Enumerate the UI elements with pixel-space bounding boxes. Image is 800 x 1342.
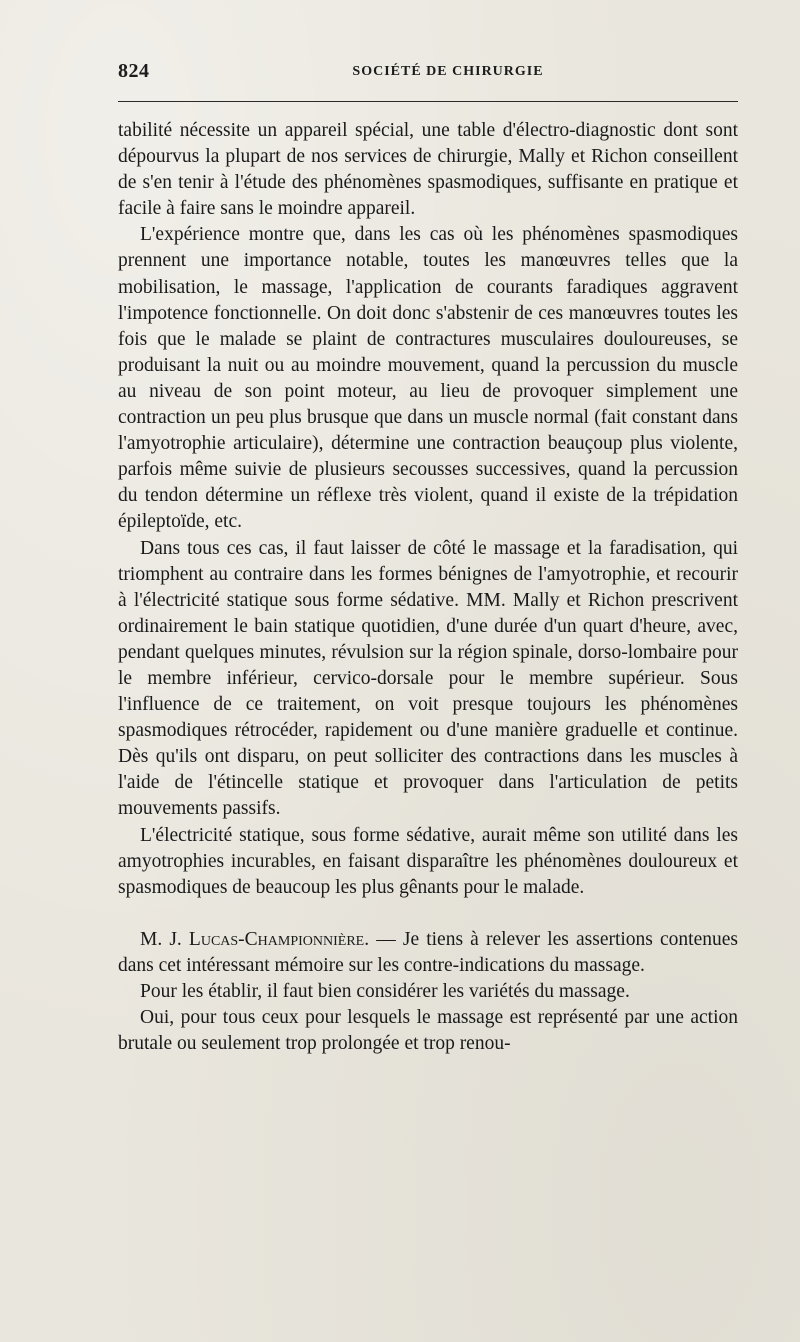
header-rule bbox=[118, 101, 738, 102]
speaker-name: M. J. Lucas-Championnière. bbox=[140, 928, 370, 950]
paragraph-7: Oui, pour tous ceux pour lesquels le massage est représenté par une action brutale ou seulement trop prolongée et trop renou- bbox=[118, 1007, 738, 1055]
paragraph-6: Pour les établir, il faut bien considérer les variétés du massage. bbox=[140, 981, 630, 1002]
speaker-text: — Je tiens à relever les assertions contenues dans cet intéressant mémoire sur les contre-indications du massage. bbox=[118, 928, 738, 976]
body-text bbox=[118, 118, 738, 1057]
paragraph-4: L'électricité statique, sous forme sédative, aurait même son utilité dans les amyotrophies incurables, en faisant disparaître les phénomènes douloureux et spasmodiques de beaucoup les plus gênants pour le malade. bbox=[118, 824, 738, 898]
paragraph-1: tabilité nécessite un appareil spécial, une table d'électro-diagnostic dont sont dépourvus la plupart de nos services de chirurgie, Mally et Richon conseillent de s'en tenir à l'étude des phénomènes spasmodiques, suffisante en pratique et facile à faire sans le moindre appareil. bbox=[118, 120, 738, 220]
paragraph-2: L'expérience montre que, dans les cas où les phénomènes spasmodiques prennent une importance notable, toutes les manœuvres telles que la mobilisation, le massage, l'application de courants faradiques aggravent l'impotence fonctionnelle. On doit donc s'abstenir de ces manœuvres toutes les fois que le malade se plaint de contractures musculaires douloureuses, se produisant la nuit ou au moindre mouvement, quand la percussion du muscle au niveau de son point moteur, au lieu de provoquer simplement une contraction un peu plus brusque que dans un muscle normal (fait constant dans l'amyotrophie articulaire), détermine une contraction beauçoup plus violente, parfois même suivie de plusieurs secousses successives, quand la percussion du tendon détermine un réflexe très violent, quand il existe de la trépidation épileptoïde, etc. bbox=[118, 224, 738, 533]
page-number: 824 bbox=[118, 60, 150, 82]
running-head bbox=[118, 60, 738, 86]
paragraph-3: Dans tous ces cas, il faut laisser de côté le massage et la faradisation, qui triomphent au contraire dans les formes bénignes de l'amyotrophie, et recourir à l'électricité statique sous forme sédative. MM. Mally et Richon prescrivent ordinairement le bain statique quotidien, d'une durée d'un quart d'heure, avec, pendant quelques minutes, révulsion sur la région spinale, dorso-lombaire pour le membre inférieur, cervico-dorsale pour le membre supérieur. Sous l'influence de ce traitement, on voit presque toujours les phénomènes spasmodiques rétrocéder, rapidement ou d'une manière graduelle et continue. Dès qu'ils ont disparu, on peut solliciter des contractions dans les muscles à l'aide de l'étincelle statique et provoquer dans l'articulation de petits mouvements passifs. bbox=[118, 537, 738, 820]
speaker-paragraph bbox=[118, 927, 738, 979]
journal-title: SOCIÉTÉ DE CHIRURGIE bbox=[352, 64, 544, 79]
